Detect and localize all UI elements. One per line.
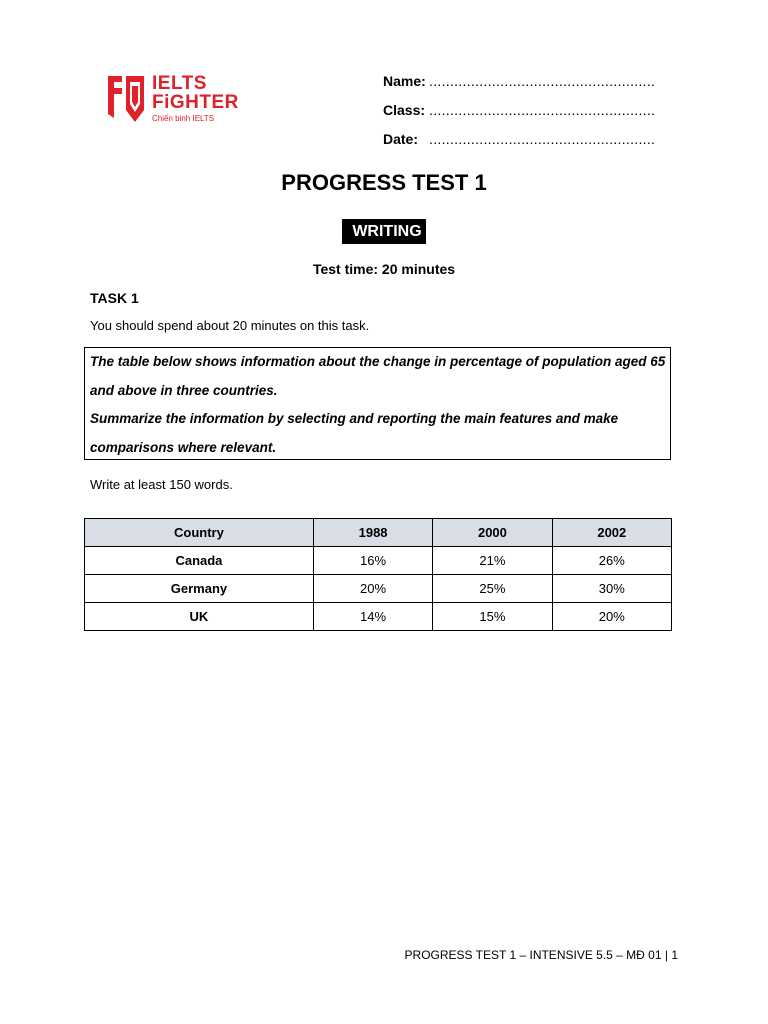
cell-value: 26%: [552, 547, 671, 575]
name-row: [383, 66, 655, 95]
cell-value: 16%: [313, 547, 432, 575]
table-row: [85, 575, 672, 603]
cell-country: Canada: [85, 547, 314, 575]
cell-value: 21%: [433, 547, 552, 575]
section-label: WRITING: [342, 219, 425, 244]
logo-line1: IELTS: [152, 73, 207, 94]
time-instruction: You should spend about 20 minutes on this task.: [90, 318, 370, 333]
logo-line2: FiGHTER: [152, 92, 239, 113]
name-field[interactable]: ......................................................: [429, 72, 656, 89]
prompt-line-2: and above in three countries.: [90, 382, 278, 398]
prompt-line-4: comparisons where relevant.: [90, 439, 277, 455]
class-field[interactable]: ......................................................: [429, 101, 656, 118]
ielts-fighter-logo: [106, 74, 256, 126]
table-row: [85, 547, 672, 575]
date-row: [383, 124, 655, 153]
cell-value: 25%: [433, 575, 552, 603]
class-row: [383, 95, 655, 124]
logo-wordmark: [152, 74, 239, 112]
name-label: Name:: [383, 72, 426, 89]
prompt-line-3: Summarize the information by selecting and reporting the main features and make: [90, 411, 619, 426]
page-footer: PROGRESS TEST 1 – INTENSIVE 5.5 – MĐ 01 | 1: [404, 948, 678, 962]
test-time: Test time: 20 minutes: [312, 261, 456, 277]
cell-value: 30%: [552, 575, 671, 603]
population-table: [84, 518, 672, 631]
task-label: TASK 1: [90, 290, 139, 306]
header-2002: 2002: [552, 519, 671, 547]
header-country: Country: [85, 519, 314, 547]
header-2000: 2000: [433, 519, 552, 547]
cell-value: 14%: [313, 603, 432, 631]
date-field[interactable]: ......................................................: [429, 130, 656, 147]
cell-value: 20%: [552, 603, 671, 631]
page-title: PROGRESS TEST 1: [281, 170, 487, 195]
table-header-row: [85, 519, 672, 547]
header-1988: 1988: [313, 519, 432, 547]
logo-tagline: Chiến binh IELTS: [152, 114, 215, 123]
prompt-line-1: The table below shows information about the change in percentage of population aged 65: [90, 354, 666, 369]
cell-country: Germany: [85, 575, 314, 603]
cell-country: UK: [85, 603, 314, 631]
cell-value: 20%: [313, 575, 432, 603]
class-label: Class:: [383, 101, 426, 118]
word-requirement: Write at least 150 words.: [90, 477, 233, 492]
table-row: [85, 603, 672, 631]
student-info-block: [383, 66, 655, 153]
logo-shield-icon: [106, 74, 146, 124]
cell-value: 15%: [433, 603, 552, 631]
section-label-wrap: [0, 219, 768, 244]
task-prompt-box: [84, 347, 671, 460]
date-label: Date:: [383, 130, 419, 147]
